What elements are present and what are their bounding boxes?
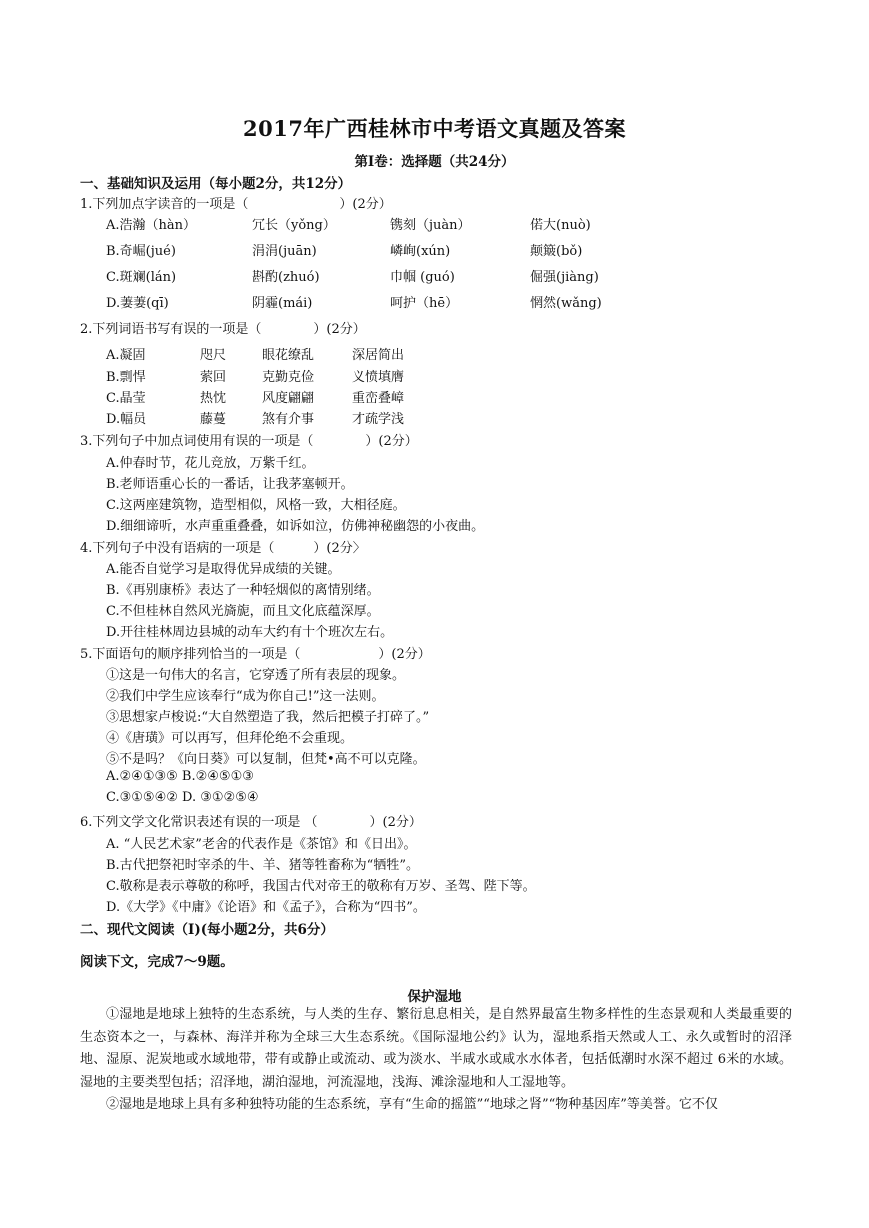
q6-option: C.敬称是表示尊敬的称呼，我国古代对帝王的敬称有万岁、圣驾、陛下等。	[106, 879, 536, 894]
q1-option: 倔强(jiàng)	[530, 270, 599, 285]
q5-item: ④《唐璜》可以再写，但拜伦绝不会重现。	[106, 731, 354, 746]
question-4-stem: 4.下列句子中没有语病的一项是（ ）(2分〉	[80, 541, 366, 556]
q5-option: C.③①⑤④② D. ③①②⑤④	[106, 790, 259, 805]
q2-option: D.幅员	[106, 412, 147, 427]
q4-option: A.能否自觉学习是取得优异成绩的关键。	[106, 562, 341, 577]
question-2-stem: 2.下列词语书写有误的一项是（ ）(2分）	[80, 322, 366, 337]
q2-option: B.剽悍	[106, 370, 146, 385]
q3-option: B.老师语重心长的一番话，让我茅塞顿开。	[106, 477, 354, 492]
question-3-stem: 3.下列句子中加点词使用有误的一项是（ ）(2分）	[80, 434, 418, 449]
q6-option: B.古代把祭祀时宰杀的牛、羊、猪等牲畜称为“牺牲”。	[106, 858, 419, 873]
q1-option: 偌大(nuò)	[530, 218, 591, 233]
q1-option: D.萋萋(qī)	[106, 296, 169, 311]
q1-option: 呵护（hē）	[390, 296, 459, 311]
q4-option: D.开往桂林周边县城的动车大约有十个班次左右。	[106, 625, 394, 640]
q2-option: 咫尺	[200, 348, 227, 363]
section-heading-2: 二、现代文阅读（Ⅰ)(每小题2分，共6分）	[80, 922, 334, 938]
q2-option: A.凝固	[106, 348, 146, 363]
q2-option: 煞有介事	[262, 412, 315, 427]
passage-paragraph-2: ②湿地是地球上具有多种独特功能的生态系统，享有“生命的摇篮”“地球之肾”“物种基因库”等美誉。它不仅	[106, 1097, 718, 1112]
q1-option: 颠簸(bǒ)	[530, 244, 583, 259]
q2-option: 深居简出	[352, 348, 405, 363]
q2-option: 重峦叠嶂	[352, 391, 405, 406]
q3-option: D.细细谛听，水声重重叠叠，如诉如泣，仿佛神秘幽怨的小夜曲。	[106, 519, 485, 534]
q2-option: 才疏学浅	[352, 412, 405, 427]
q5-item: ①这是一句伟大的名言，它穿透了所有表层的现象。	[106, 668, 406, 683]
question-6-stem: 6.下列文学文化常识表述有误的一项是 （ ）(2分）	[80, 815, 422, 830]
q3-option: A.仲春时节，花儿竞放，万紫千红。	[106, 456, 315, 471]
q5-option: A.②④①③⑤ B.②④⑤①③	[106, 769, 254, 784]
q6-option: D.《大学》《中庸》《论语》和《孟子》，合称为“四书”。	[106, 900, 426, 915]
q1-option: A.浩瀚（hàn）	[106, 218, 197, 233]
page-title: 2017年广西桂林市中考语文真题及答案	[243, 116, 626, 141]
q1-option: 冗长（yǒng）	[252, 218, 336, 233]
q1-option: 斟酌(zhuó)	[252, 270, 320, 285]
q1-option: B.奇崛(jué)	[106, 244, 176, 259]
section-heading-1: 一、基础知识及运用（每小题2分，共12分）	[80, 176, 352, 192]
q2-option: 热忱	[200, 391, 227, 406]
q2-option: 义愤填膺	[352, 370, 405, 385]
q3-option: C.这两座建筑物，造型相似，风格一致，大相径庭。	[106, 498, 406, 513]
q2-option: 萦回	[200, 370, 227, 385]
q6-option: A. “人民艺术家”老舍的代表作是《茶馆》和《日出》。	[106, 837, 417, 852]
question-5-stem: 5.下面语句的顺序排列恰当的一项是（ ）(2分）	[80, 647, 431, 662]
q1-option: 嶙峋(xún)	[390, 244, 451, 259]
q1-option: 惘然(wǎng)	[530, 296, 602, 311]
passage-title: 保护湿地	[407, 989, 462, 1005]
q2-option: 眼花缭乱	[262, 348, 315, 363]
q1-option: 阴霾(mái)	[252, 296, 313, 311]
q2-option: 克勤克俭	[262, 370, 315, 385]
passage-paragraph-1: ①湿地是地球上独特的生态系统，与人类的生存、繁衍息息相关，是自然界最富生物多样性的生态景观和人类最重要的生态资本之一，与森林、海洋并称为全球三大生态系统。《国际湿地公约》认为，湿地系指天然或人工、永久或暂时的沼泽地、湿原、泥炭地或水域地带，带有或静止或流动、或为淡水、半咸水或咸水水体者，包括低潮时水深不超过 6米的水域。湿地的主要类型包括；沼泽地，湖泊湿地，河流湿地，浅海、滩涂湿地和人工湿地等。	[80, 1007, 792, 1090]
q1-option: C.斑斓(lán)	[106, 270, 177, 285]
q1-option: 镌刻（juàn）	[390, 218, 471, 233]
part-subtitle: 第Ⅰ卷：选择题（共24分）	[354, 154, 515, 170]
q5-item: ③思想家卢梭说:“大自然塑造了我，然后把模子打碎了。”	[106, 710, 430, 725]
q5-item: ⑤不是吗？《向日葵》可以复制，但梵•高不可以克隆。	[106, 752, 426, 767]
q5-item: ②我们中学生应该奉行“成为你自己!”这一法则。	[106, 689, 385, 704]
q1-option: 巾帼 (guó)	[390, 270, 455, 285]
q2-option: 风度翩翩	[262, 391, 315, 406]
q2-option: C.晶莹	[106, 391, 146, 406]
reading-instruction: 阅读下文，完成7～9题。	[80, 954, 234, 970]
q2-option: 藤蔓	[200, 412, 227, 427]
q1-option: 涓涓(juān)	[252, 244, 317, 259]
q4-option: C.不但桂林自然风光旖旎，而且文化底蕴深厚。	[106, 604, 380, 619]
q4-option: B.《再别康桥》表达了一种轻烟似的离情别绪。	[106, 583, 380, 598]
question-1-stem: 1.下列加点字读音的一项是（ ）(2分）	[80, 197, 392, 212]
